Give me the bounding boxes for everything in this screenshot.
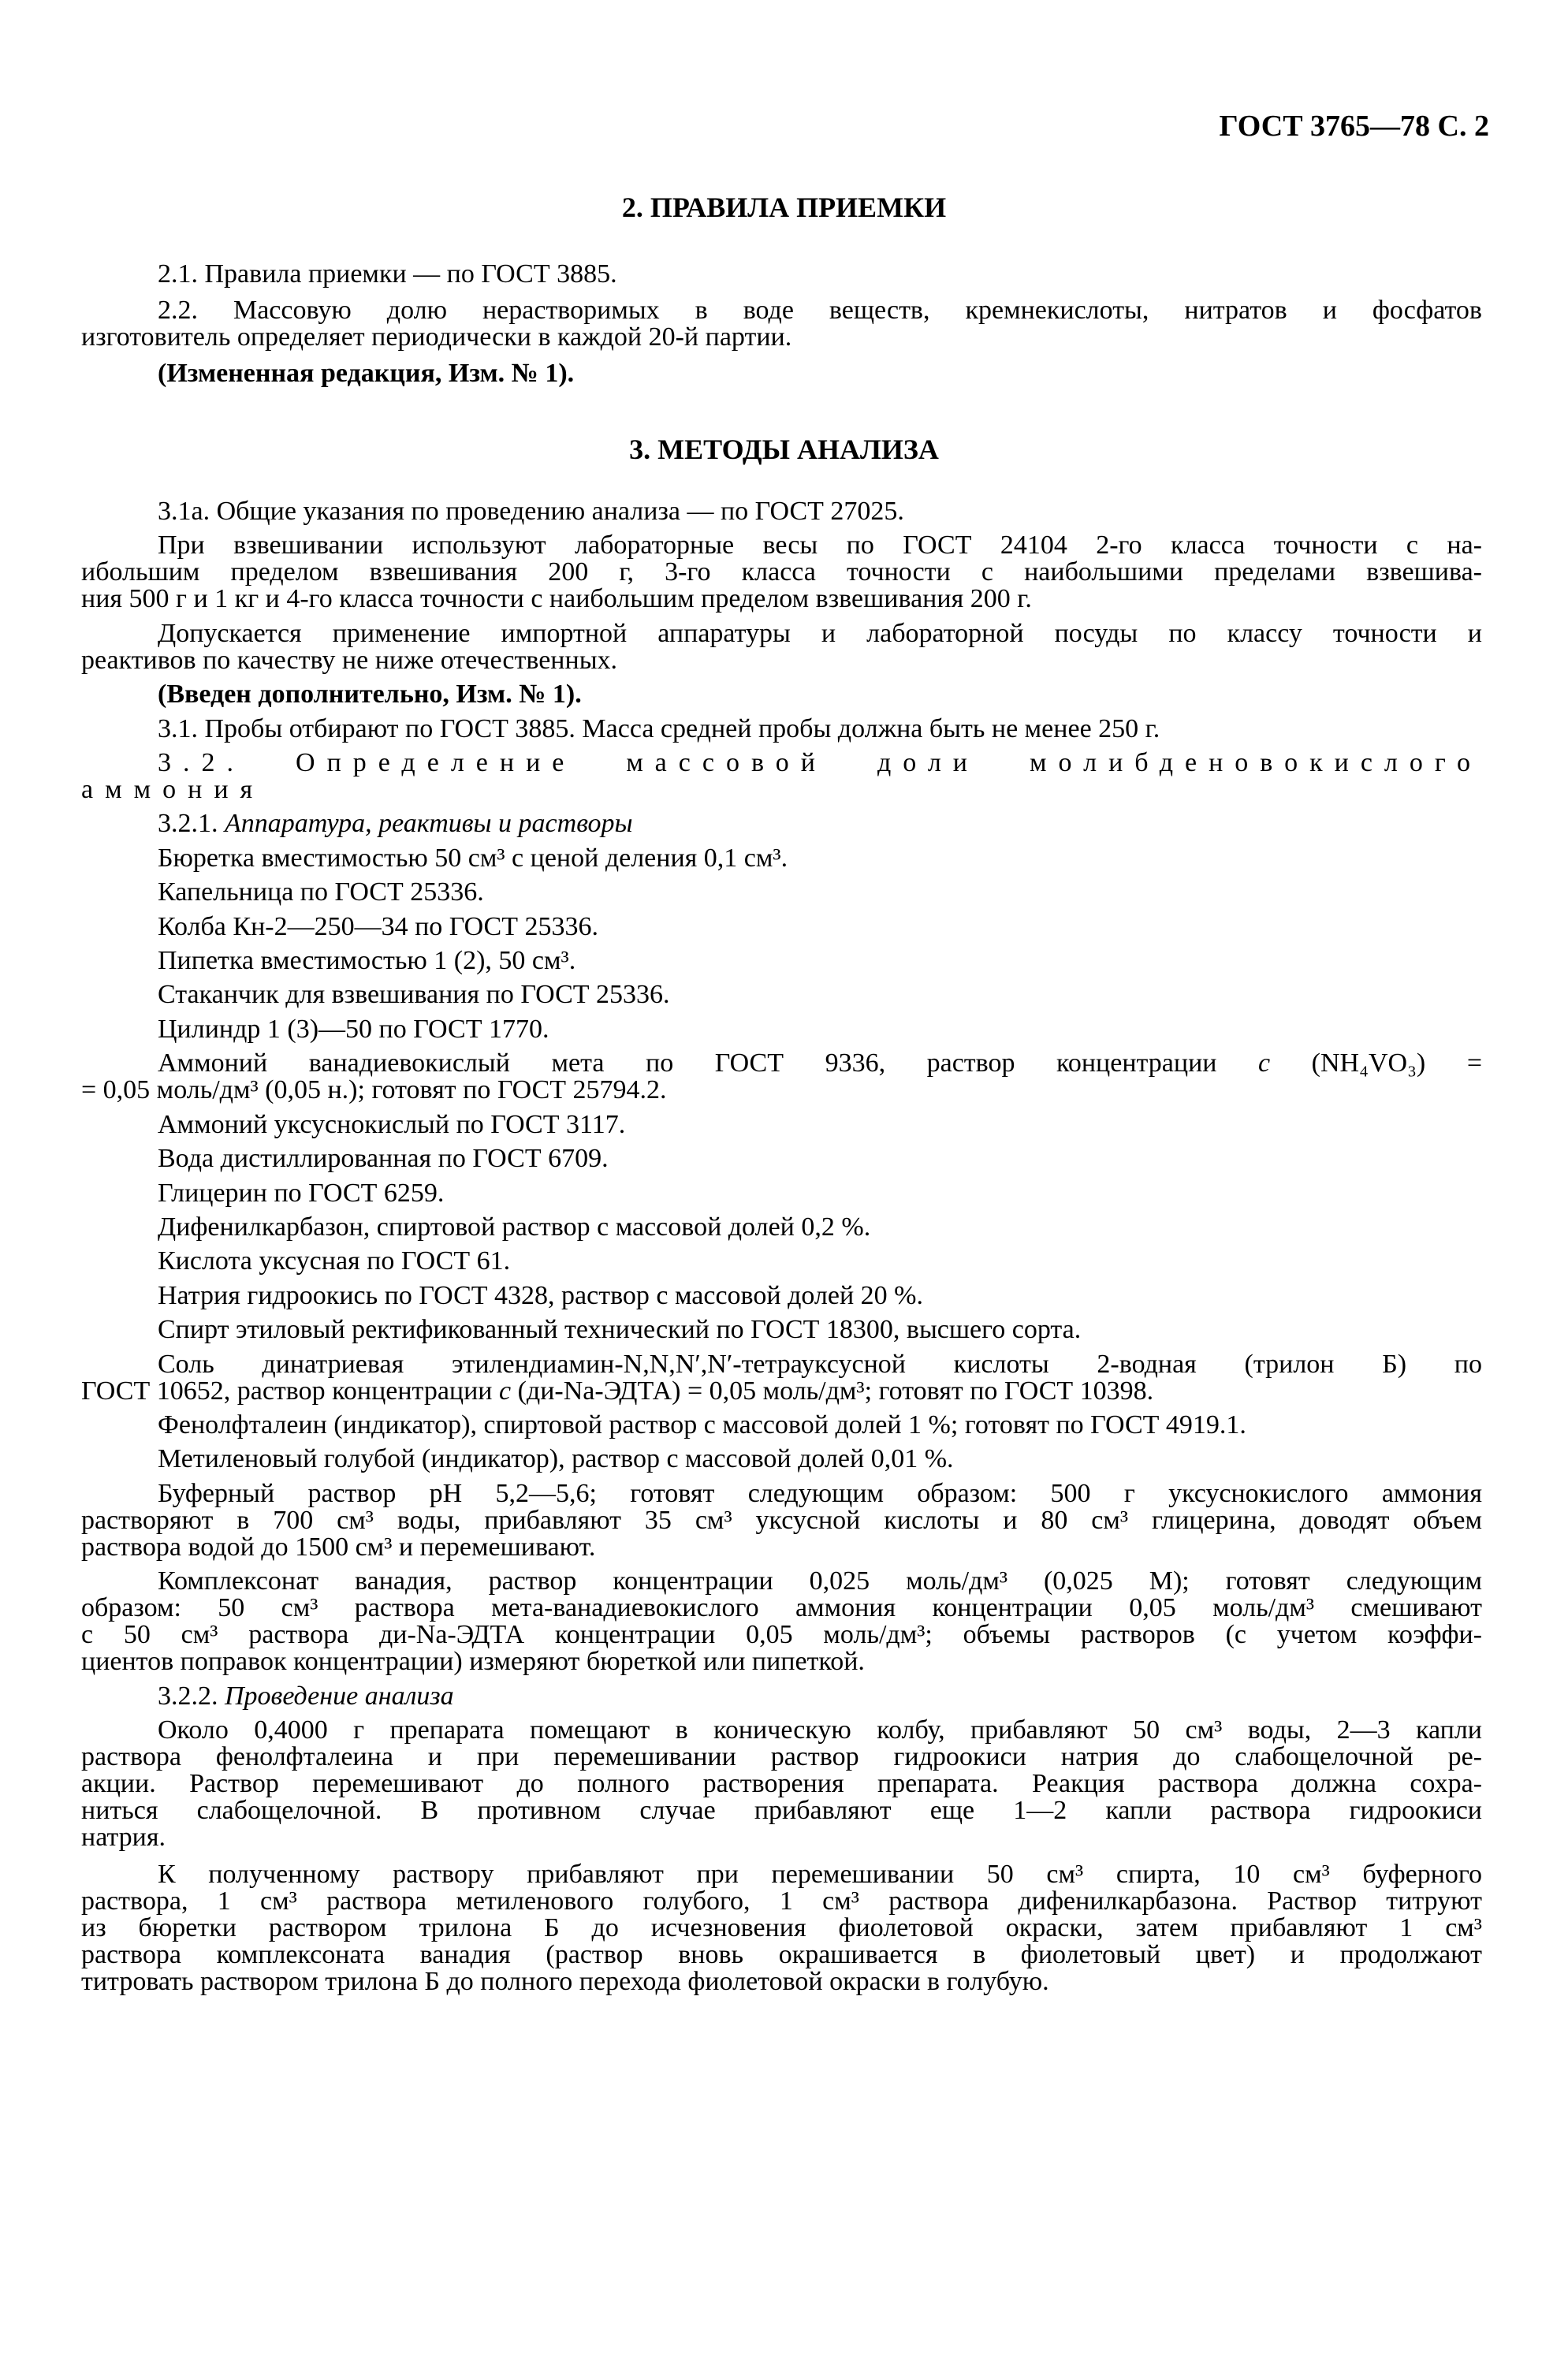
text-line: Кислота уксусная по ГОСТ 61. [158,1246,511,1276]
text-line: из бюретки раствором трилона Б до исчезновения фиолетовой окраски, затем прибавляют 1 см³ [81,1913,1482,1943]
text-segment: ГОСТ 10652, раствор концентрации [81,1376,500,1406]
text-line: аммония [81,775,265,805]
text-line: Спирт этиловый ректификованный технический по ГОСТ 18300, высшего сорта. [158,1315,1082,1345]
text-line: Буферный раствор pH 5,2—5,6; готовят следующим образом: 500 г уксуснокислого аммония [158,1478,1482,1508]
section-3-body [81,494,1482,1999]
text-line: Дифенилкарбазон, спиртовой раствор с массовой долей 0,2 %. [158,1212,871,1242]
italic-text: Аппаратура, реактивы и растворы [225,809,633,839]
text-line: Допускается применение импортной аппаратуры и лабораторной посуды по классу точности и [158,618,1482,648]
text-line: Пипетка вместимостью 1 (2), 50 см³. [158,946,576,976]
text-line: Цилиндр 1 (3)—50 по ГОСТ 1770. [158,1014,549,1044]
text-segment: (ди-Na-ЭДТА) = 0,05 моль/дм³; готовят по ГОСТ 10398. [511,1376,1154,1406]
text-line: образом: 50 см³ раствора мета-ванадиевокислого аммония концентрации 0,05 моль/дм³ смешивают [81,1593,1482,1623]
text-line [81,1374,1482,1408]
text-line: 2.2. Массовую долю нерастворимых в воде веществ, кремнекислоты, нитратов и фосфатов [158,296,1482,325]
text-line: раствора, 1 см³ раствора метиленового голубого, 1 см³ раствора дифенилкарбазона. Раствор титруют [81,1886,1482,1916]
text-segment: 3.2.2. [158,1681,225,1711]
italic-text: c [1258,1048,1271,1078]
text-line: Аммоний уксуснокислый по ГОСТ 3117. [158,1109,626,1139]
section-2-body [81,256,1482,392]
text-line: (Измененная редакция, Изм. № 1). [158,359,575,388]
text-segment: Аммоний ванадиевокислый мета по ГОСТ 9336, раствор концентрации [158,1048,1259,1078]
text-line [81,1679,1482,1713]
text-line: К полученному раствору прибавляют при перемешивании 50 см³ спирта, 10 см³ буферного [158,1860,1482,1890]
text-segment: 3.2.1. [158,809,225,839]
text-line: с 50 см³ раствора ди-Na-ЭДТА концентрации 0,05 моль/дм³; объемы растворов (с учетом коэффи- [81,1620,1482,1650]
text-segment: (NH₄VO₃) = [1270,1048,1482,1078]
text-line: 3.2. Определение массовой доли молибденовокислого [158,748,1482,778]
text-line: Натрия гидроокись по ГОСТ 4328, раствор с массовой долей 20 %. [158,1280,923,1310]
text-line: Метиленовый голубой (индикатор), раствор с массовой долей 0,01 %. [158,1444,954,1474]
text-line: акции. Раствор перемешивают до полного растворения препарата. Реакция раствора должна сохра- [81,1768,1482,1798]
text-line: (Введен дополнительно, Изм. № 1). [158,680,582,710]
text-line: натрия. [81,1822,166,1852]
text-line: циентов поправок концентрации) измеряют бюреткой или пипеткой. [81,1647,865,1677]
section-2-heading: 2. ПРАВИЛА ПРИЕМКИ [621,192,947,223]
text-line [81,806,1482,840]
text-line: Вода дистиллированная по ГОСТ 6709. [158,1144,609,1174]
text-line: Колба Кн-2—250—34 по ГОСТ 25336. [158,911,599,941]
text-line: Фенолфталеин (индикатор), спиртовой раствор с массовой долей 1 %; готовят по ГОСТ 4919.1. [158,1410,1246,1439]
text-line: раствора комплексоната ванадия (раствор вновь окрашивается в фиолетовый цвет) и продолжают [81,1940,1482,1970]
text-line: изготовитель определяет периодически в каждой 20-й партии. [81,322,792,352]
text-line: раствора фенолфталеина и при перемешивании раствор гидроокиси натрия до слабощелочной ре- [81,1741,1482,1771]
text-line: = 0,05 моль/дм³ (0,05 н.); готовят по ГОСТ 25794.2. [81,1075,667,1105]
text-line: 2.1. Правила приемки — по ГОСТ 3885. [158,259,617,289]
text-line: Глицерин по ГОСТ 6259. [158,1178,445,1208]
page-header: ГОСТ 3765—78 С. 2 [1219,110,1489,143]
italic-text: Проведение анализа [225,1681,454,1711]
text-line: ния 500 г и 1 кг и 4-го класса точности с наибольшим пределом взвешивания 200 г. [81,584,1032,614]
text-line: При взвешивании используют лабораторные весы по ГОСТ 24104 2-го класса точности с на- [158,531,1482,561]
text-line: ибольшим пределом взвешивания 200 г, 3-го класса точности с наибольшими пределами взвешива- [81,557,1482,587]
text-line [81,1046,1482,1078]
text-line: растворяют в 700 см³ воды, прибавляют 35 см³ уксусной кислоты и 80 см³ глицерина, доводят объем [81,1505,1482,1535]
text-line: реактивов по качеству не ниже отечественных. [81,645,618,675]
text-line: 3.1. Пробы отбирают по ГОСТ 3885. Масса средней пробы должна быть не менее 250 г. [158,713,1160,743]
text-line: Около 0,4000 г препарата помещают в коническую колбу, прибавляют 50 см³ воды, 2—3 капли [158,1715,1482,1745]
text-line: ниться слабощелочной. В противном случае прибавляют еще 1—2 капли раствора гидроокиси [81,1795,1482,1825]
text-line: Комплексонат ванадия, раствор концентрации 0,025 моль/дм³ (0,025 М); готовят следующим [158,1566,1482,1596]
text-line: Соль динатриевая этилендиамин-N,N,N′,N′-тетрауксусной кислоты 2-водная (трилон Б) по [158,1349,1482,1379]
text-line: Стаканчик для взвешивания по ГОСТ 25336. [158,980,670,1010]
text-line: Бюретка вместимостью 50 см³ с ценой деления 0,1 см³. [158,843,788,873]
text-line: 3.1а. Общие указания по проведению анализа — по ГОСТ 27025. [158,497,904,526]
text-line: Капельница по ГОСТ 25336. [158,877,484,907]
text-line: титровать раствором трилона Б до полного перехода фиолетовой окраски в голубую. [81,1967,1049,1997]
italic-text: c [499,1376,512,1406]
text-line: раствора водой до 1500 см³ и перемешивают. [81,1532,596,1562]
section-3-heading: 3. МЕТОДЫ АНАЛИЗА [629,434,939,465]
